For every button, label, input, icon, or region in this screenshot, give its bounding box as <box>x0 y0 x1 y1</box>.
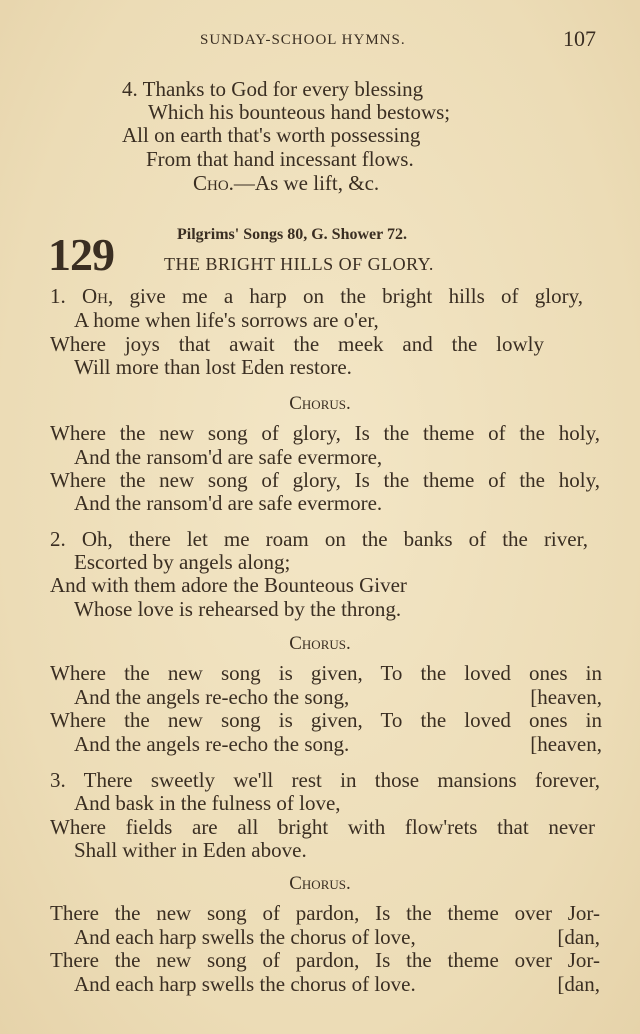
running-title: SUNDAY-SCHOOL HYMNS. <box>200 32 406 48</box>
chorus-line: And the ransom'd are safe evermore. <box>74 491 383 515</box>
chorus-line <box>74 685 602 709</box>
line-text: And each harp swells the chorus of love. <box>74 972 416 996</box>
hymn-number: 129 <box>48 229 114 280</box>
chorus-line <box>74 925 600 949</box>
runover-word: [heaven, <box>530 732 602 756</box>
verse-line: Cho.—As we lift, &c. <box>193 171 380 195</box>
runover-word: [dan, <box>557 972 600 996</box>
verse-line: 3. There sweetly we'll rest in those mansions forever, <box>50 768 600 792</box>
chorus-line <box>74 972 600 996</box>
chorus-line: There the new song of pardon, Is the theme over Jor- <box>50 948 600 972</box>
chorus-label: Chorus. <box>289 393 351 414</box>
verse-line: Where joys that await the meek and the lowly <box>50 332 544 356</box>
verse-line: From that hand incessant flows. <box>146 147 414 171</box>
chorus-line: Where the new song is given, To the loved ones in <box>50 708 602 732</box>
verse-line: And with them adore the Bounteous Giver <box>50 573 407 597</box>
chorus-line: Where the new song of glory, Is the theme of the holy, <box>50 421 600 445</box>
verse-line: Shall wither in Eden above. <box>74 838 307 862</box>
chorus-label: Chorus. <box>289 633 351 654</box>
hymn-attribution: Pilgrims' Songs 80, G. Shower 72. <box>177 226 407 243</box>
verse-line: Whose love is rehearsed by the throng. <box>74 597 402 621</box>
verse-line: A home when life's sorrows are o'er, <box>74 308 379 332</box>
verse-line: Which his bounteous hand bestows; <box>148 100 451 124</box>
verse-line: All on earth that's worth possessing <box>122 123 421 147</box>
verse-line: 4. Thanks to God for every blessing <box>122 77 424 101</box>
chorus-line <box>74 732 602 756</box>
verse-line: 2. Oh, there let me roam on the banks of the river, <box>50 527 588 551</box>
verse-line: Where fields are all bright with flow'rets that never <box>50 815 595 839</box>
page-number: 107 <box>563 26 596 51</box>
verse-line: Escorted by angels along; <box>74 550 291 574</box>
hymn-title: THE BRIGHT HILLS OF GLORY. <box>164 254 434 274</box>
line-text: And the angels re-echo the song. <box>74 732 350 756</box>
runover-word: [heaven, <box>530 685 602 709</box>
verse-line: Will more than lost Eden restore. <box>74 355 352 379</box>
runover-word: [dan, <box>557 925 600 949</box>
chorus-line: There the new song of pardon, Is the theme over Jor- <box>50 901 600 925</box>
chorus-line: Where the new song of glory, Is the theme of the holy, <box>50 468 600 492</box>
line-text: And the angels re-echo the song, <box>74 685 350 709</box>
chorus-line: Where the new song is given, To the loved ones in <box>50 661 602 685</box>
line-text: And each harp swells the chorus of love, <box>74 925 416 949</box>
verse-line: 1. Oh, give me a harp on the bright hills of glory, <box>50 284 583 308</box>
chorus-line: And the ransom'd are safe evermore, <box>74 445 383 469</box>
chorus-label: Chorus. <box>289 873 351 894</box>
verse-line: And bask in the fulness of love, <box>74 791 341 815</box>
